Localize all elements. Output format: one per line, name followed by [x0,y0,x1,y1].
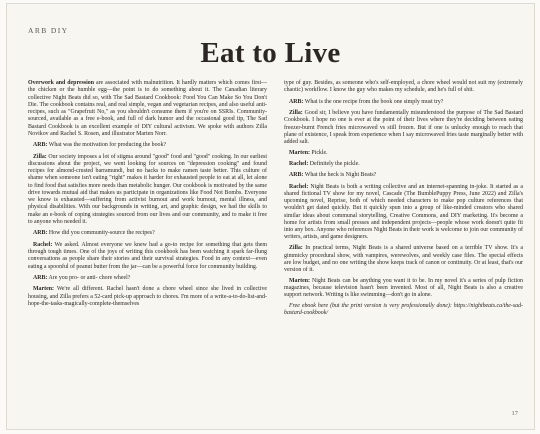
paragraph-text: Free ebook here (but the print version is very professionally done): https://nightbeats.ca/the-sad-bastard-cookbook/ [284,303,523,317]
speaker-name: ARB: [289,98,304,105]
paragraph-text: How did you community-source the recipes? [47,230,155,237]
interview-answer [284,110,523,146]
paragraph-text: Are you pro- or anti- chore wheel? [47,274,131,281]
speaker-name: Zilla: [33,153,47,160]
paragraph-text: Our society imposes a lot of stigma around "good" food and "good" cooking. In our earliest discussions about the project, we went looking for sources on "depression cooking" and found recipes for almond-crusted barramundi, but no hacks to make ramen taste better. This culture of shame when someone isn't eating "right" makes it harder for exhausted people to eat at all, let alone to find food that satisfies more needs than metabolic hunger. Our cookbook is motivated by the same drive towards mutual aid that makes us participate in organizations like Food Not Bombs. Everyone we know is exhausted—suffering from activist burnout and work burnout, mental illness, and physical disabilities. With our backgrounds in writing, art, and graphic design, we had the skills to make an e-book of coping strategies sourced from our lives and our community, and to make it free to anyone who needed it. [28,153,267,225]
intro-paragraph [28,80,267,138]
interview-answer [284,184,523,242]
speaker-name: Marten: [289,277,310,284]
page-number: 17 [511,410,518,417]
interview-question [28,230,267,237]
speaker-name: ARB: [33,274,48,281]
interview-answer [284,161,523,168]
speaker-name: Rachel: [33,241,53,248]
interview-question [28,275,267,282]
ebook-link-note [284,303,523,318]
interview-answer [284,245,523,274]
paragraph-text: What was the motivation for producing the book? [47,142,167,149]
interview-answer [28,242,267,271]
continued-paragraph [284,80,523,95]
paragraph-text: Pickle. [309,149,328,156]
paragraph-text: Night Beats is both a writing collective and an internet-spanning in-joke. It started as a shared fictional TV show for my novel, Cascade (The BumblePuppy Press, June 2022) and Zilla's upcoming novel, Reprise, both of which needed characters to make pop culture references that wouldn't get dated quickly. But it quickly spun into a group of like-minded creators who shared similar ideas about communal storytelling, Creative Commons, and DIY marketing. It's become a home for artists from small presses and independent projects—people whose work doesn't quite fit into any box. Anyone who references Night Beats in their work is welcome to join our community of writers, artists, and game designers. [284,183,523,241]
paragraph-text: are associated with malnutrition. It hardly matters which comes first—the chicken or the humble egg—the point is to do something about it. The Canadian literary collective Night Beats did so, with The Sad Bastard Cookbook: Food You Can Make So You Don't Die. The cookbook contains real, and real simple, vegan and vegetarian recipes, and also useful anti-recipes, such as "Grapefruit No," as you shouldn't consume them if you're on SSRIs. Community-sourced, available as a free e-book, and full of dark humor and the occasional good tip, The Sad Bastard Cookbook is an excellent example of DIY cultural activism. We spoke with authors Zilla Novikov and Rachel S. Rosen, and illustrator Marten Norr. [28,80,267,137]
interview-question [28,142,267,149]
paragraph-text: What is the one recipe from the book one simply must try? [303,98,444,105]
speaker-name: Zilla: [289,245,303,252]
speaker-name: ARB: [33,230,48,237]
paragraph-text: What the heck is Night Beats? [303,172,377,179]
interview-answer [284,278,523,300]
right-column [284,80,523,321]
section-kicker: ARB DIY [28,26,69,35]
interview-answer [284,150,523,157]
interview-answer [28,286,267,308]
left-column [28,80,267,312]
speaker-name: Marten: [289,149,310,156]
magazine-page [6,3,535,430]
interview-question [284,172,523,179]
paragraph-text: Good sir, I believe you have fundamentally misunderstood the purpose of The Sad Bastard Cookbook. I hope no one is ever at the point of their lives where they're deciding between eating freezer-burnt French fries microwaved vs still frozen. But if one is unlucky enough to reach that plane of existence, I speak from experience when I say microwaved fries taste marginally better with added salt. [284,110,523,146]
paragraph-text: We asked. Almost everyone we knew had a go-to recipe for something that gets them through tough times. One of the joys of writing this cookbook has been watching it spark far-flung conversations as people share their stories and their survival strategies. Food in any context—even eating a spoonful of peanut butter from the jar—can be a powerful force for community building. [28,241,267,270]
interview-answer [28,154,267,227]
lead-in: Overwork and depression [28,80,95,86]
interview-question [284,99,523,106]
paragraph-text: Night Beats can be anything you want it to be. In my novel it's a series of pulp fiction magazines, because television hasn't been invented. Most of all, Night Beats is also a creative support network. Writing is like swimming—don't go in alone. [284,277,523,299]
paragraph-text: Definitely the pickle. [308,160,360,167]
speaker-name: Zilla: [289,110,303,117]
paragraph-text: In practical terms, Night Beats is a shared universe based on a terrible TV show. It's a gimmicky procedural show, with vampires, werewolves, and weekly case files. The special effects are low budget, and no one writing the show keeps track of canon or continuity. Or at least, that's our version of it. [284,245,523,274]
article-title: Eat to Live [200,37,341,69]
speaker-name: Rachel: [289,183,309,190]
speaker-name: ARB: [289,172,304,179]
speaker-name: ARB: [33,142,48,149]
speaker-name: Rachel: [289,160,309,167]
paragraph-text: type of guy. Besides, as someone who's self-employed, a chore wheel would not suit my (extremely chaotic) workflow. I know the guy who makes my schedule, and he's full of shit. [284,80,523,94]
paragraph-text: We're all different. Rachel hasn't done a chore wheel since she lived in collective housing, and Zilla prefers a 52-card pick-up approach to chores. I'm more of a write-a-to-do-list-and-hope-the-tasks-magically-complete-themselves [28,286,267,307]
speaker-name: Marten: [33,286,54,293]
